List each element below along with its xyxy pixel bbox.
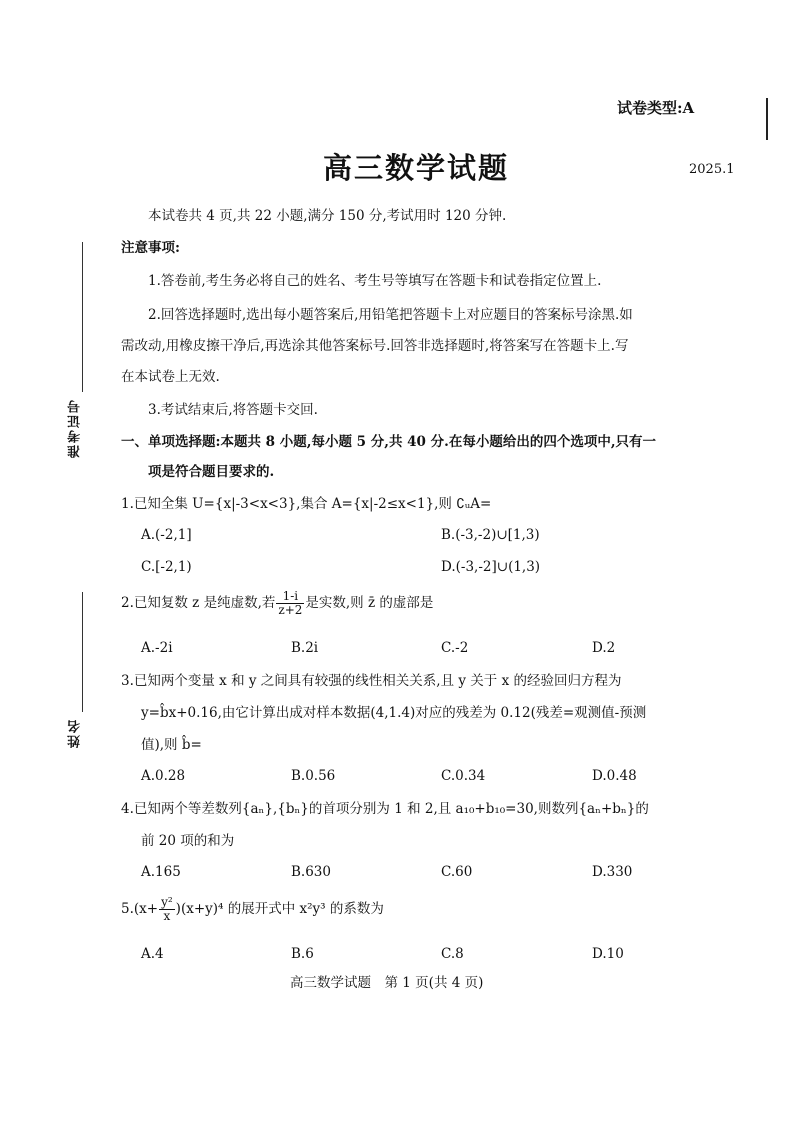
q3-option-a: A.0.28 xyxy=(141,768,186,784)
q1-option-d: D.(-3,-2]∪(1,3) xyxy=(441,559,541,575)
q5-stem-pre: 5.(x+ xyxy=(121,901,159,917)
q5-option-b: B.6 xyxy=(291,946,314,962)
q2-option-b: B.2i xyxy=(291,640,319,656)
q2-stem-post: 是实数,则 z̄ 的虚部是 xyxy=(305,595,434,611)
q4-stem-line2: 前 20 项的和为 xyxy=(141,833,235,849)
q1-stem: 1.已知全集 U={x|-3<x<3},集合 A={x|-2≤x<1},则 ∁ᵤA= xyxy=(121,496,492,512)
q5-option-d: D.10 xyxy=(592,946,624,962)
q2-option-c: C.-2 xyxy=(441,640,469,656)
q4-option-a: A.165 xyxy=(141,864,181,880)
q4-option-c: C.60 xyxy=(441,864,473,880)
q3-stem-line3: 值),则 b̂= xyxy=(141,737,202,753)
q5-fraction-denominator: x xyxy=(163,909,171,923)
exam-date: 2025.1 xyxy=(689,162,735,177)
scan-edge-line xyxy=(766,98,768,140)
q2-fraction-numerator: 1-i xyxy=(276,590,304,604)
q4-stem-line1: 4.已知两个等差数列{aₙ},{bₙ}的首项分别为 1 和 2,且 a₁₀+b₁₀=30,则数列{aₙ+bₙ}的 xyxy=(121,801,649,817)
section1-heading-line1: 一、单项选择题:本题共 8 小题,每小题 5 分,共 40 分.在每小题给出的四个选项中,只有一 xyxy=(121,434,657,450)
note-item-3: 3.考试结束后,将答题卡交回. xyxy=(148,402,318,418)
name-label: 姓名 xyxy=(68,718,83,748)
q1-option-c: C.[-2,1) xyxy=(141,559,192,575)
q2-option-a: A.-2i xyxy=(141,640,173,656)
exam-intro: 本试卷共 4 页,共 22 小题,满分 150 分,考试用时 120 分钟. xyxy=(148,208,507,224)
name-blank-line xyxy=(82,592,83,712)
paper-type: 试卷类型:A xyxy=(617,99,695,117)
q4-option-b: B.630 xyxy=(291,864,331,880)
q5-stem xyxy=(121,896,384,923)
note-item-2-line2: 需改动,用橡皮擦干净后,再选涂其他答案标号.回答非选择题时,将答案写在答题卡上.写 xyxy=(121,338,629,354)
exam-id-label: 准考证号 xyxy=(68,398,83,458)
note-item-2-line3: 在本试卷上无效. xyxy=(121,369,220,385)
notes-heading: 注意事项: xyxy=(121,240,180,256)
q5-fraction xyxy=(159,896,175,923)
page-footer: 高三数学试题 第 1 页(共 4 页) xyxy=(290,975,484,991)
note-item-2-line1: 2.回答选择题时,选出每小题答案后,用铅笔把答题卡上对应题目的答案标号涂黑.如 xyxy=(148,307,633,323)
q5-stem-post: )(x+y)⁴ 的展开式中 x²y³ 的系数为 xyxy=(175,901,384,917)
q5-option-a: A.4 xyxy=(141,946,164,962)
q1-option-a: A.(-2,1] xyxy=(141,527,192,543)
q2-stem xyxy=(121,590,433,617)
q1-option-b: B.(-3,-2)∪[1,3) xyxy=(441,527,540,543)
q5-option-c: C.8 xyxy=(441,946,464,962)
q3-option-d: D.0.48 xyxy=(592,768,637,784)
q3-option-c: C.0.34 xyxy=(441,768,486,784)
q3-stem-line2: y=b̂x+0.16,由它计算出成对样本数据(4,1.4)对应的残差为 0.12(残差=观测值-预测 xyxy=(141,705,647,721)
q2-stem-pre: 2.已知复数 z 是纯虚数,若 xyxy=(121,595,276,611)
page-title: 高三数学试题 xyxy=(323,151,510,185)
q3-stem-line1: 3.已知两个变量 x 和 y 之间具有较强的线性相关关系,且 y 关于 x 的经验回归方程为 xyxy=(121,673,622,689)
q2-fraction-denominator: z+2 xyxy=(278,603,303,617)
note-item-1: 1.答卷前,考生务必将自己的姓名、考生号等填写在答题卡和试卷指定位置上. xyxy=(148,273,602,289)
exam-id-blank-line xyxy=(82,242,83,392)
q5-fraction-numerator: y² xyxy=(161,895,173,909)
section1-heading-line2: 项是符合题目要求的. xyxy=(148,464,275,480)
q3-option-b: B.0.56 xyxy=(291,768,336,784)
q4-option-d: D.330 xyxy=(592,864,633,880)
q2-option-d: D.2 xyxy=(592,640,616,656)
q2-fraction xyxy=(276,590,304,617)
